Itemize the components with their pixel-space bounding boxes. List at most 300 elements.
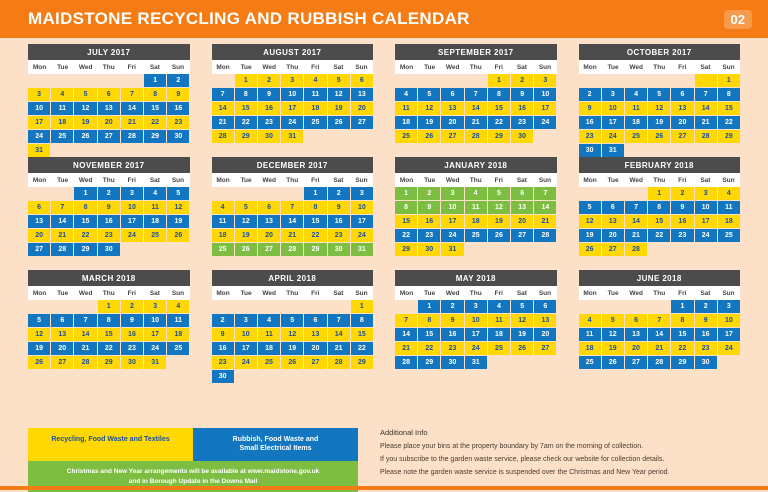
day-cell-empty	[534, 144, 556, 157]
day-cell: 1	[74, 187, 96, 200]
day-cell: 19	[328, 102, 350, 115]
day-cell: 24	[441, 229, 463, 242]
weekday-label: Sat	[516, 64, 527, 71]
day-cell: 11	[465, 201, 487, 214]
day-cell: 27	[304, 356, 326, 369]
day-cell: 17	[534, 102, 556, 115]
weekday-header-row	[395, 286, 557, 300]
legend-rubbish-line-1: Rubbish, Food Waste and	[232, 436, 319, 443]
weekday-label: Thu	[653, 64, 666, 71]
day-cell: 3	[235, 314, 257, 327]
day-cell-empty	[98, 257, 120, 270]
day-cell: 15	[98, 328, 120, 341]
weekday-label: Tue	[607, 290, 619, 297]
day-cell-empty	[212, 300, 234, 313]
day-cell: 10	[28, 102, 50, 115]
day-cell-empty	[441, 257, 463, 270]
day-cell: 9	[441, 314, 463, 327]
day-cell: 12	[488, 201, 510, 214]
day-cell: 8	[648, 201, 670, 214]
day-cell: 25	[395, 130, 417, 143]
day-cell: 18	[144, 215, 166, 228]
day-cell: 17	[695, 215, 717, 228]
day-cell: 5	[28, 314, 50, 327]
day-cell: 11	[51, 102, 73, 115]
day-cell: 27	[671, 130, 693, 143]
day-cell-empty	[304, 144, 326, 157]
day-cell: 25	[144, 229, 166, 242]
day-cell: 12	[648, 102, 670, 115]
day-cell: 8	[671, 314, 693, 327]
month-block	[395, 157, 557, 270]
weekday-label: Sat	[700, 177, 711, 184]
day-cell-empty	[625, 300, 647, 313]
weekday-label: Tue	[240, 64, 252, 71]
day-cell: 23	[671, 229, 693, 242]
weekday-label: Sun	[538, 290, 552, 297]
day-cell: 26	[281, 356, 303, 369]
day-cell-empty	[304, 300, 326, 313]
day-cell-empty	[212, 74, 234, 87]
day-cell: 18	[395, 116, 417, 129]
day-cell-empty	[488, 144, 510, 157]
page-footer	[0, 428, 768, 490]
day-cell: 25	[51, 130, 73, 143]
day-cell-empty	[98, 74, 120, 87]
day-cell: 6	[28, 201, 50, 214]
day-cell: 26	[328, 116, 350, 129]
day-cell-empty	[602, 370, 624, 383]
day-cell: 4	[625, 88, 647, 101]
day-cell: 29	[718, 130, 740, 143]
day-cell: 6	[304, 314, 326, 327]
day-cell-empty	[418, 74, 440, 87]
legend-rubbish	[193, 428, 358, 461]
day-cell: 20	[304, 342, 326, 355]
day-cell: 23	[328, 229, 350, 242]
day-cell: 2	[418, 187, 440, 200]
day-cell: 16	[121, 328, 143, 341]
day-cell: 5	[418, 88, 440, 101]
day-cell: 4	[579, 314, 601, 327]
day-cell: 2	[121, 300, 143, 313]
day-cell: 15	[304, 215, 326, 228]
day-cell: 2	[579, 88, 601, 101]
day-cell: 7	[281, 201, 303, 214]
day-cell: 4	[395, 88, 417, 101]
day-cell: 19	[28, 342, 50, 355]
day-cell-empty	[718, 257, 740, 270]
day-cell: 1	[488, 74, 510, 87]
day-cell-empty	[534, 130, 556, 143]
day-cell-empty	[281, 300, 303, 313]
day-cell: 6	[511, 187, 533, 200]
day-cell-empty	[579, 74, 601, 87]
day-cell: 17	[121, 215, 143, 228]
day-cell: 17	[144, 328, 166, 341]
day-cell-empty	[235, 187, 257, 200]
day-cell: 18	[625, 116, 647, 129]
day-cell: 24	[718, 342, 740, 355]
day-cell: 13	[441, 102, 463, 115]
day-cell: 24	[351, 229, 373, 242]
day-cell: 7	[212, 88, 234, 101]
day-cell: 26	[511, 342, 533, 355]
day-cell: 12	[328, 88, 350, 101]
day-cell: 27	[511, 229, 533, 242]
month-title: JULY 2017	[28, 44, 190, 60]
weekday-label: Mon	[399, 177, 414, 184]
day-cell: 25	[488, 342, 510, 355]
day-cell: 8	[304, 201, 326, 214]
day-cell: 1	[144, 74, 166, 87]
day-cell-empty	[579, 300, 601, 313]
day-cell-empty	[144, 257, 166, 270]
month-title: JANUARY 2018	[395, 157, 557, 173]
day-cell-empty	[695, 144, 717, 157]
day-cell: 12	[418, 102, 440, 115]
weekday-label: Sat	[516, 290, 527, 297]
day-cell-empty	[534, 356, 556, 369]
day-cell: 11	[258, 328, 280, 341]
day-cell: 30	[167, 130, 189, 143]
day-cell: 1	[395, 187, 417, 200]
day-cell: 23	[441, 342, 463, 355]
day-cell: 30	[328, 243, 350, 256]
day-cell: 19	[648, 116, 670, 129]
weekday-label: Fri	[127, 64, 136, 71]
day-cell: 9	[167, 88, 189, 101]
weekday-label: Tue	[240, 177, 252, 184]
day-cell: 23	[258, 116, 280, 129]
day-cell-empty	[51, 74, 73, 87]
day-cell-empty	[534, 257, 556, 270]
day-cell: 13	[511, 201, 533, 214]
day-cell: 3	[441, 187, 463, 200]
day-cell: 21	[648, 342, 670, 355]
day-cell: 10	[281, 88, 303, 101]
day-cell-empty	[167, 257, 189, 270]
day-cell: 6	[351, 74, 373, 87]
day-cell: 16	[441, 328, 463, 341]
day-cell: 27	[258, 243, 280, 256]
day-cell: 3	[465, 300, 487, 313]
day-cell: 17	[718, 328, 740, 341]
day-cell: 27	[441, 130, 463, 143]
day-cell: 7	[534, 187, 556, 200]
weekday-label: Mon	[32, 177, 47, 184]
day-cell: 15	[488, 102, 510, 115]
day-cell: 18	[488, 328, 510, 341]
weekday-header-row	[212, 173, 374, 187]
day-cell: 30	[212, 370, 234, 383]
day-cell: 12	[281, 328, 303, 341]
day-cell: 11	[395, 102, 417, 115]
day-cell: 26	[167, 229, 189, 242]
weekday-label: Tue	[57, 64, 69, 71]
day-cell: 1	[235, 74, 257, 87]
day-cell: 19	[235, 229, 257, 242]
day-cell: 10	[718, 314, 740, 327]
month-title: APRIL 2018	[212, 270, 374, 286]
day-cell: 15	[671, 328, 693, 341]
day-cell: 28	[74, 356, 96, 369]
day-cells	[212, 300, 374, 383]
day-cell: 27	[351, 116, 373, 129]
weekday-label: Wed	[78, 290, 93, 297]
day-cell: 19	[511, 328, 533, 341]
weekday-label: Wed	[78, 64, 93, 71]
day-cell-empty	[671, 257, 693, 270]
day-cell: 5	[74, 88, 96, 101]
day-cell: 22	[304, 229, 326, 242]
day-cell: 29	[304, 243, 326, 256]
day-cell: 24	[534, 116, 556, 129]
day-cell: 27	[28, 243, 50, 256]
day-cell: 9	[258, 88, 280, 101]
additional-info-line-1: Please place your bins at the property boundary by 7am on the morning of collection.	[380, 443, 644, 450]
weekday-label: Fri	[494, 290, 503, 297]
day-cell-empty	[167, 356, 189, 369]
weekday-label: Sun	[722, 64, 735, 71]
day-cell: 30	[258, 130, 280, 143]
day-cell: 25	[167, 342, 189, 355]
day-cells	[28, 74, 190, 157]
day-cell: 4	[304, 74, 326, 87]
day-cell-empty	[511, 257, 533, 270]
day-cell: 26	[602, 356, 624, 369]
day-cell: 13	[602, 215, 624, 228]
day-cell: 18	[304, 102, 326, 115]
day-cell: 22	[395, 229, 417, 242]
day-cell-empty	[625, 74, 647, 87]
page-title: MAIDSTONE RECYCLING AND RUBBISH CALENDAR	[28, 9, 470, 28]
day-cell: 31	[281, 130, 303, 143]
day-cell: 24	[465, 342, 487, 355]
day-cell: 14	[625, 215, 647, 228]
weekday-label: Wed	[262, 64, 276, 71]
day-cell: 6	[51, 314, 73, 327]
day-cell: 21	[212, 116, 234, 129]
day-cell: 12	[167, 201, 189, 214]
day-cell-empty	[328, 300, 350, 313]
day-cell: 28	[51, 243, 73, 256]
day-cell: 27	[602, 243, 624, 256]
day-cell: 21	[695, 116, 717, 129]
day-cell-empty	[602, 187, 624, 200]
day-cell: 1	[304, 187, 326, 200]
day-cell: 21	[121, 116, 143, 129]
day-cell-empty	[304, 130, 326, 143]
day-cell: 15	[351, 328, 373, 341]
day-cell-empty	[625, 144, 647, 157]
day-cell-empty	[121, 144, 143, 157]
day-cell: 21	[534, 215, 556, 228]
day-cell: 1	[718, 74, 740, 87]
day-cell: 15	[648, 215, 670, 228]
day-cell: 20	[98, 116, 120, 129]
day-cell: 4	[718, 187, 740, 200]
day-cell: 29	[351, 356, 373, 369]
day-cell: 22	[235, 116, 257, 129]
weekday-header-row	[212, 286, 374, 300]
day-cell: 25	[212, 243, 234, 256]
weekday-label: Thu	[286, 290, 299, 297]
day-cell-empty	[281, 187, 303, 200]
day-cell: 9	[579, 102, 601, 115]
day-cell: 21	[625, 229, 647, 242]
day-cell: 8	[351, 314, 373, 327]
day-cell-empty	[328, 130, 350, 143]
month-title: MAY 2018	[395, 270, 557, 286]
day-cell: 3	[534, 74, 556, 87]
day-cell: 19	[418, 116, 440, 129]
day-cell: 23	[212, 356, 234, 369]
weekday-header-row	[28, 60, 190, 74]
day-cell-empty	[98, 144, 120, 157]
day-cell: 2	[212, 314, 234, 327]
day-cell-empty	[465, 257, 487, 270]
day-cell: 3	[351, 187, 373, 200]
day-cell-empty	[465, 243, 487, 256]
legend-recycling: Recycling, Food Waste and Textiles	[28, 428, 193, 461]
month-block	[579, 157, 741, 270]
day-cell-empty	[258, 187, 280, 200]
day-cell: 11	[579, 328, 601, 341]
day-cell-empty	[625, 370, 647, 383]
day-cell-empty	[465, 144, 487, 157]
day-cell: 26	[488, 229, 510, 242]
day-cell: 1	[671, 300, 693, 313]
day-cell: 3	[695, 187, 717, 200]
weekday-label: Sun	[171, 177, 185, 184]
day-cell: 22	[351, 342, 373, 355]
day-cell: 3	[28, 88, 50, 101]
day-cell-empty	[395, 144, 417, 157]
weekday-label: Sun	[722, 177, 735, 184]
weekday-label: Mon	[216, 290, 230, 297]
day-cell: 9	[212, 328, 234, 341]
day-cell: 19	[602, 342, 624, 355]
day-cell: 14	[51, 215, 73, 228]
day-cell-empty	[671, 74, 693, 87]
day-cell: 22	[648, 229, 670, 242]
weekday-header-row	[579, 286, 741, 300]
day-cell: 14	[74, 328, 96, 341]
weekday-label: Mon	[583, 177, 597, 184]
day-cell-empty	[351, 130, 373, 143]
month-title: DECEMBER 2017	[212, 157, 374, 173]
weekday-label: Tue	[607, 177, 619, 184]
day-cell-empty	[579, 187, 601, 200]
weekday-label: Mon	[399, 64, 414, 71]
day-cell: 14	[695, 102, 717, 115]
day-cell-empty	[281, 144, 303, 157]
day-cell: 21	[281, 229, 303, 242]
day-cell-empty	[328, 257, 350, 270]
day-cell: 5	[235, 201, 257, 214]
day-cell: 6	[441, 88, 463, 101]
weekday-label: Fri	[494, 64, 503, 71]
weekday-label: Wed	[629, 64, 643, 71]
weekday-label: Sat	[149, 64, 160, 71]
day-cell: 11	[212, 215, 234, 228]
day-cell-empty	[121, 243, 143, 256]
day-cell-empty	[304, 370, 326, 383]
day-cell: 15	[144, 102, 166, 115]
month-block	[28, 157, 190, 270]
day-cell: 14	[648, 328, 670, 341]
month-block	[28, 270, 190, 383]
day-cell: 30	[98, 243, 120, 256]
day-cell: 30	[579, 144, 601, 157]
day-cell: 24	[144, 342, 166, 355]
day-cell: 12	[511, 314, 533, 327]
calendar-grid	[0, 38, 768, 383]
day-cell: 13	[28, 215, 50, 228]
weekday-label: Thu	[469, 64, 482, 71]
day-cell-empty	[718, 144, 740, 157]
weekday-label: Thu	[653, 177, 666, 184]
day-cell: 1	[98, 300, 120, 313]
day-cell: 28	[395, 356, 417, 369]
day-cell: 18	[718, 215, 740, 228]
weekday-label: Fri	[678, 177, 687, 184]
day-cell: 15	[235, 102, 257, 115]
day-cell: 20	[511, 215, 533, 228]
day-cell: 3	[144, 300, 166, 313]
day-cell-empty	[718, 243, 740, 256]
weekday-label: Mon	[32, 290, 47, 297]
day-cell: 22	[418, 342, 440, 355]
day-cell: 7	[51, 201, 73, 214]
day-cell: 8	[418, 314, 440, 327]
day-cell-empty	[441, 370, 463, 383]
day-cell: 10	[465, 314, 487, 327]
day-cell: 4	[144, 187, 166, 200]
day-cell-empty	[441, 74, 463, 87]
day-cell: 9	[418, 201, 440, 214]
weekday-label: Fri	[311, 290, 320, 297]
day-cell: 20	[258, 229, 280, 242]
weekday-label: Wed	[629, 290, 643, 297]
weekday-label: Sat	[333, 177, 344, 184]
day-cell: 28	[695, 130, 717, 143]
legend-color-boxes	[28, 428, 358, 461]
day-cell-empty	[74, 370, 96, 383]
day-cell: 3	[602, 88, 624, 101]
day-cell: 14	[465, 102, 487, 115]
day-cell: 6	[98, 88, 120, 101]
day-cell: 16	[511, 102, 533, 115]
day-cell: 8	[98, 314, 120, 327]
day-cell: 13	[534, 314, 556, 327]
day-cell: 17	[281, 102, 303, 115]
day-cell-empty	[395, 370, 417, 383]
month-block	[212, 44, 374, 157]
day-cell: 7	[648, 314, 670, 327]
day-cell-empty	[258, 144, 280, 157]
day-cell-empty	[328, 144, 350, 157]
day-cell: 30	[511, 130, 533, 143]
day-cell: 5	[281, 314, 303, 327]
day-cell: 15	[74, 215, 96, 228]
day-cell-empty	[235, 257, 257, 270]
day-cell: 16	[671, 215, 693, 228]
day-cell: 2	[328, 187, 350, 200]
day-cell-empty	[351, 370, 373, 383]
day-cell-empty	[74, 300, 96, 313]
